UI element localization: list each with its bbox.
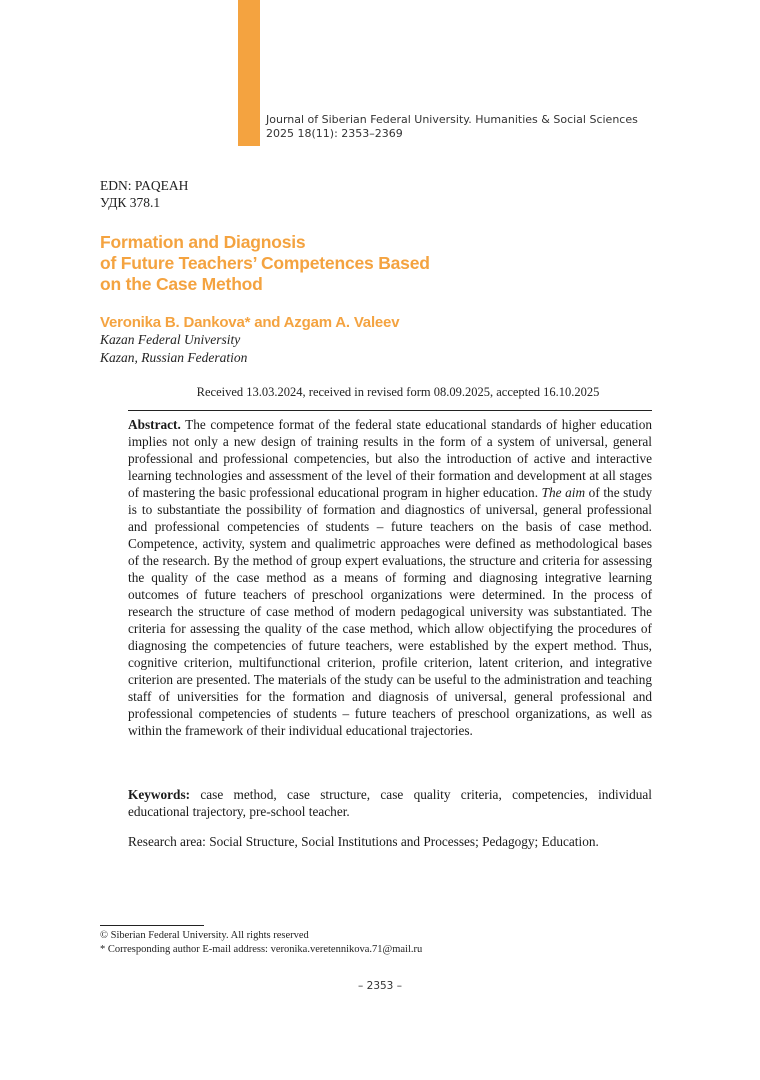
abstract-label: Abstract. <box>128 417 181 432</box>
affiliation-location: Kazan, Russian Federation <box>100 350 248 365</box>
received-dates: Received 13.03.2024, received in revised form 08.09.2025, accepted 16.10.2025 <box>196 385 600 399</box>
journal-issue: 2025 18(11): 2353–2369 <box>266 127 403 140</box>
title-line-1: Formation and Diagnosis <box>100 232 306 252</box>
abstract-text-1: The competence format of the federal state educational standards of higher education implies not only a new design of training results in the form of a system of universal, general professional and professional competencies, but also the introduction of active and interactive learning technologies and assessment of the level of their formation and development at all stages of mastering the basic professional educational program in higher education. <box>128 417 652 500</box>
edn-code: EDN: PAQEAH <box>100 178 189 193</box>
identifiers <box>100 177 188 211</box>
journal-name: Journal of Siberian Federal University. Humanities & Social Sciences <box>266 113 638 126</box>
page-number: – 2353 – <box>358 980 402 992</box>
keywords <box>128 786 652 820</box>
footnote-corresponding-author: * Corresponding author E-mail address: veronika.veretennikova.71@mail.ru <box>100 944 423 955</box>
title-line-2: of Future Teachers’ Competences Based <box>100 253 430 273</box>
keywords-text: case method, case structure, case quality criteria, competencies, individual educational trajectory, pre-school teacher. <box>128 787 652 819</box>
footnote-copyright: © Siberian Federal University. All rights reserved <box>100 930 309 941</box>
keywords-label: Keywords: <box>128 787 191 802</box>
udk-code: УДК 378.1 <box>100 195 161 210</box>
abstract-text-2: of the study is to substantiate the possibility of formation and diagnostics of universal, general professional and professional competencies of students – future teachers on the basis of case method. Competence, activity, system and qualimetric approaches were defined as methodological bases of the research. By the method of group expert evaluations, the structure and criteria for assessing the quality of the case method as a means of forming and diagnosing integrative learning outcomes of future teachers of preschool organizations were determined. In the process of research the structure of case method of modern pedagogical university was substantiated. The criteria for assessing the quality of the case method, which allow objectifying the procedures of diagnosing the competencies of future teachers, were established by the expert method. Thus, cognitive criterion, multifunctional criterion, profile criterion, latent criterion, and integrative criterion are presented. The materials of the study can be useful to the administration and teaching staff of universities for the formation and diagnosis of universal, general professional and professional competencies of students – future teachers of preschool organizations, as well as within the framework of their individual educational trajectories. <box>128 485 652 738</box>
affiliation <box>100 331 247 367</box>
abstract <box>128 416 652 739</box>
abstract-divider <box>128 410 652 411</box>
author-names: Veronika B. Dankova* and Azgam A. Valeev <box>100 314 400 331</box>
article-title <box>100 232 660 295</box>
header-accent-bar <box>238 0 260 146</box>
title-line-3: on the Case Method <box>100 274 263 294</box>
research-area: Research area: Social Structure, Social Institutions and Processes; Pedagogy; Education. <box>128 834 599 849</box>
journal-header <box>266 113 646 141</box>
affiliation-university: Kazan Federal University <box>100 332 241 347</box>
abstract-aim-label: The aim <box>541 485 586 500</box>
footnote-divider <box>100 925 204 926</box>
